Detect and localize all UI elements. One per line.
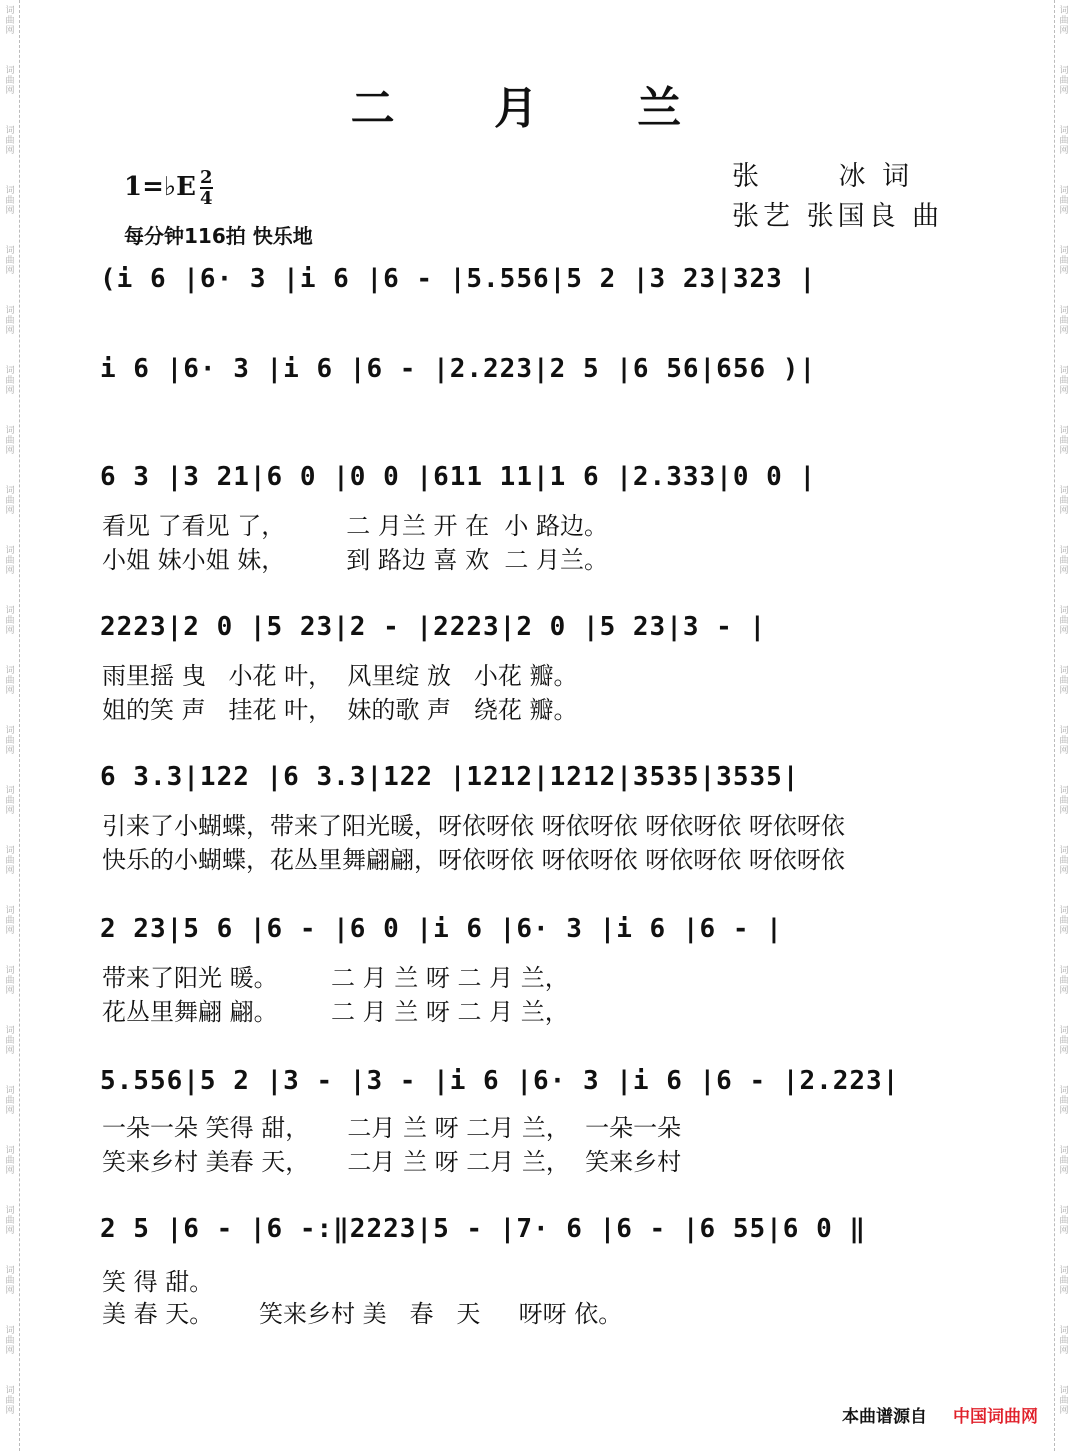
watermark-glyph: 词 曲 网 [5,1386,15,1416]
watermark-glyph: 词 曲 网 [1059,426,1069,456]
watermark-glyph: 词 曲 网 [1059,66,1069,96]
watermark-glyph: 词 曲 网 [1059,846,1069,876]
lyric-verse-1: 带来了阳光 暖。 二 月 兰 呀 二 月 兰， [102,964,569,992]
notation-line: 2 23|5 6 |6 - |6 0 |i 6 |6· 3 |i 6 |6 - | [100,914,783,944]
composer-credit: 张艺 张国良 曲 [732,201,944,232]
watermark-glyph: 词 曲 网 [1059,726,1069,756]
watermark-glyph: 词 曲 网 [1059,906,1069,936]
lyric-verse-2: 花丛里舞翩 翩。 二 月 兰 呀 二 月 兰， [102,998,569,1026]
source-label: 本曲谱源自 [842,1407,927,1427]
lyricist-credit: 张 冰 词 [732,161,914,192]
watermark-glyph: 词 曲 网 [5,666,15,696]
watermark-glyph: 词 曲 网 [5,186,15,216]
lyric-verse-1: 看见 了看见 了， 二 月兰 开 在 小 路边。 [102,512,609,540]
watermark-glyph: 词 曲 网 [1059,786,1069,816]
lyric-verse-1: 一朵一朵 笑得 甜， 二月 兰 呀 二月 兰， 一朵一朵 [102,1114,682,1142]
notation-line: i 6 |6· 3 |i 6 |6 - |2.223|2 5 |6 56|656 )| [100,354,817,384]
watermark-glyph: 词 曲 网 [1059,1266,1069,1296]
watermark-glyph: 词 曲 网 [5,1206,15,1236]
watermark-glyph: 词 曲 网 [5,846,15,876]
watermark-glyph: 词 曲 网 [1059,1206,1069,1236]
watermark-glyph: 词 曲 网 [5,786,15,816]
site-link[interactable]: 中国词曲网 [953,1407,1038,1427]
watermark-glyph: 词 曲 网 [1059,306,1069,336]
lyric-verse-1: 引来了小蝴蝶，带来了阳光暖，呀依呀依 呀依呀依 呀依呀依 呀依呀依 [102,812,845,840]
watermark-glyph: 词 曲 网 [5,366,15,396]
watermark-glyph: 词 曲 网 [5,546,15,576]
notation-line: 5.556|5 2 |3 - |3 - |i 6 |6· 3 |i 6 |6 - |2.223| [100,1066,900,1096]
watermark-glyph: 词 曲 网 [5,6,15,36]
song-title: 二 月 兰 [350,83,724,134]
watermark-glyph: 词 曲 网 [1059,6,1069,36]
lyric-verse-2: 笑来乡村 美春 天， 二月 兰 呀 二月 兰， 笑来乡村 [102,1148,682,1176]
watermark-glyph: 词 曲 网 [1059,666,1069,696]
watermark-glyph: 词 曲 网 [5,1146,15,1176]
notation-line: 6 3 |3 21|6 0 |0 0 |611 11|1 6 |2.333|0 0 | [100,462,817,492]
watermark-glyph: 词 曲 网 [1059,486,1069,516]
watermark-glyph: 词 曲 网 [1059,366,1069,396]
watermark-glyph: 词 曲 网 [1059,1386,1069,1416]
watermark-glyph: 词 曲 网 [1059,546,1069,576]
watermark-glyph: 词 曲 网 [1059,966,1069,996]
lyric-verse-1: 雨里摇 曳 小花 叶， 风里绽 放 小花 瓣。 [102,662,578,690]
watermark-glyph: 词 曲 网 [5,726,15,756]
watermark-glyph: 词 曲 网 [5,306,15,336]
lyric-verse-1: 笑 得 甜。 [102,1268,214,1296]
notation-line: 2223|2 0 |5 23|2 - |2223|2 0 |5 23|3 - | [100,612,767,642]
key-label: 1=♭E [124,172,196,202]
watermark-glyph: 词 曲 网 [1059,1146,1069,1176]
lyric-verse-2: 小姐 妹小姐 妹， 到 路边 喜 欢 二 月兰。 [102,546,609,574]
tempo-marking: 每分钟116拍 快乐地 [124,224,313,248]
watermark-glyph: 词 曲 网 [5,246,15,276]
notation-line: 6 3.3|122 |6 3.3|122 |1212|1212|3535|3535| [100,762,800,792]
watermark-glyph: 词 曲 网 [5,126,15,156]
watermark-glyph: 词 曲 网 [5,66,15,96]
watermark-glyph: 词 曲 网 [1059,186,1069,216]
notation-line: (i 6 |6· 3 |i 6 |6 - |5.556|5 2 |3 23|323 | [100,264,817,294]
watermark-glyph: 词 曲 网 [1059,1026,1069,1056]
watermark-glyph: 词 曲 网 [1059,246,1069,276]
time-signature [200,168,213,208]
watermark-glyph: 词 曲 网 [5,906,15,936]
lyric-verse-2: 快乐的小蝴蝶，花丛里舞翩翩，呀依呀依 呀依呀依 呀依呀依 呀依呀依 [102,846,845,874]
watermark-glyph: 词 曲 网 [5,606,15,636]
watermark-glyph: 词 曲 网 [1059,606,1069,636]
key-signature [124,168,213,208]
watermark-glyph: 词 曲 网 [5,1326,15,1356]
watermark-glyph: 词 曲 网 [1059,1326,1069,1356]
watermark-glyph: 词 曲 网 [5,486,15,516]
time-bottom: 4 [199,188,213,209]
time-top: 2 [199,167,213,188]
notation-line: 2 5 |6 - |6 -:‖2223|5 - |7· 6 |6 - |6 55|6 0 ‖ [100,1214,867,1244]
watermark-glyph: 词 曲 网 [5,966,15,996]
watermark-glyph: 词 曲 网 [5,426,15,456]
watermark-glyph: 词 曲 网 [5,1266,15,1296]
lyric-verse-2: 姐的笑 声 挂花 叶， 妹的歌 声 绕花 瓣。 [102,696,578,724]
lyric-verse-2: 美 春 天。 笑来乡村 美 春 天 呀呀 依。 [102,1300,623,1328]
watermark-glyph: 词 曲 网 [1059,1086,1069,1116]
watermark-glyph: 词 曲 网 [1059,126,1069,156]
watermark-glyph: 词 曲 网 [5,1086,15,1116]
watermark-glyph: 词 曲 网 [5,1026,15,1056]
